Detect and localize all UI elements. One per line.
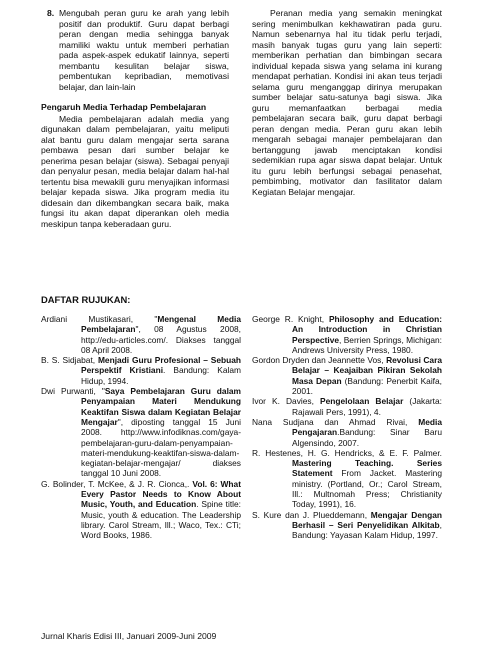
reference-author: Ivor K. Davies, [252,396,320,407]
reference-author: R. Hestenes, H. G. Hendricks, & E. F. Palmer. [252,447,442,458]
reference-entry [41,479,241,541]
reference-entry [41,386,241,479]
reference-author: Ardiani Mustikasari, " [41,314,158,324]
reference-entry [252,510,442,541]
reference-details: (Bandung: Penerbit Kaifa, 2001. [292,375,442,397]
reference-title: Mengajar Dengan Berhasil – Seri Penyelidikan Alkitab [292,509,442,530]
reference-author: S. Kure dan J. Plueddemann, [252,509,371,520]
reference-entry [41,314,241,355]
body-paragraph: Peranan media yang semakin meningkat sering menimbulkan kekhawatiran pada guru. Namun sebenarnya hal itu tidak perlu terjadi, masih banyak tugas guru yang lain seperti: memberikan perhatian dan bimbingan secara individual kepada siswa yang selama ini kurang mendapat perhatian. Kondisi ini akan teus terjadi selama guru menganggap dirinya merupakan sumber belajar satu-satunya bagi siswa. Jika guru memanfaatkan berbagai media pembelajaran secara baik, guru dapat berbagi peran dengan media. Peran guru akan lebih mengarah sebagai manajer pembelajaran dan bertanggung jawab menciptakan kondisi sedemikian rupa agar siswa dapat belajar. Untuk itu guru lebih berfungsi sebagai penasehat, pembimbing, motivator dan fasilitator dalam Kegiatan Belajar mengajar. [252,8,442,197]
reference-entry [252,448,442,510]
reference-title: Mengenal Media Pembelajaran [81,314,242,335]
reference-entry [252,314,442,355]
reference-author: Dwi Purwanti, " [41,386,105,397]
reference-title: Pengelolaan Belajar [320,396,404,407]
reference-author: Gordon Dryden dan Jeannette Vos, [252,355,387,366]
reference-title: Vol. 6: What Every Pastor Needs to Know About Music, Youth, and Education [81,478,241,510]
reference-title: Menjadi Guru Profesional – Sebuah Perspektif Kristiani [81,355,241,376]
list-item-text: Mengubah peran guru ke arah yang lebih positif dan produktif. Guru dapat berbagi peran dengan media sehingga banyak mamiliki waktu untuk memberi perhatian pada aspek-aspek edukatif lainnya, seperti membantu kesulitan belajar siswa, pembentukan kepribadian, memotivasi belajar, dan lain-lain [59,8,229,92]
reference-details: . Bandung: Kalam Hidup, 1994. [81,365,241,386]
right-column [252,8,442,197]
references-list-right [252,314,442,541]
reference-details: , Berrien Springs, Michigan: Andrews University Press, 1980. [292,334,442,355]
reference-details: , Bandung: Yayasan Kalam Hidup, 1997. [292,519,442,541]
section-subheading: Pengaruh Media Terhadap Pembelajaran [41,102,207,112]
reference-author: Nana Sudjana dan Ahmad Rivai, [252,416,419,427]
reference-title: Saya Pembelajaran Guru dalam Penyampaian Materi Mendukung Keaktifan Siswa dalam Kegiatan Belajar Mengajar [81,386,241,427]
page-footer: Jurnal Kharis Edisi III, Januari 2009-Juni 2009 [41,631,217,641]
body-paragraph: Media pembelajaran adalah media yang digunakan dalam pembelajaran, yaitu meliputi alat bantu guru dalam mengajar serta sarana pembawa pesan dari sumber belajar ke penerima pesan belajar (siswa). Sebagai penyaji dan penyalur pesan, media belajar dalam hal-hal tertentu bisa mewakili guru menyajikan informasi belajar kepada siswa. Jika program media itu didesain dan dikembangkan secara baik, maka fungsi itu akan dapat diperankan oleh media meskipun tanpa keberadaan guru. [41,113,229,229]
reference-author: G. Bolinder, T. McKee, & J. R. Cionca,. [41,478,193,489]
list-item-8 [41,8,229,92]
reference-title: Media Pengajaran [292,416,442,438]
reference-entry [41,355,241,386]
reference-title: Mastering Teaching. Series Statement [292,458,442,479]
references-title: DAFTAR RUJUKAN: [41,294,131,305]
reference-entry [252,355,442,396]
reference-details: .Bandung: Sinar Baru Algensindo, 2007. [292,427,442,448]
reference-entry [252,396,442,417]
reference-title: Philosophy and Education: An Introduction in Christian Perspective [292,314,442,345]
references-list-left [41,314,241,541]
reference-author: George R. Knight, [252,314,329,324]
reference-details: From Jacket. Mastering ministry. (Portland, Or.; Carol Stream, Ill.: Multnomah Press; Christianity Today, 1991), 16. [292,468,442,510]
reference-details: (Jakarta: Rajawali Pers, 1991), 4. [292,396,442,417]
list-item-number: 8. [47,8,55,18]
reference-author: B. S. Sidjabat, [41,355,98,366]
reference-details: . Spine title: Music, youth & education. The Leadership library. Carol Stream, Ill.; Waco, Tex.: CTi; Word Books, 1986. [81,499,241,541]
reference-details: ", 08 Agustus 2008, http://edu-articles.com/. Diakses tanggal 08 April 2008. [81,324,241,355]
reference-entry [252,417,442,448]
reference-details: ", diposting tanggal 15 Juni 2008. http://www.infodiknas.com/gaya-pembelajaran-guru-dalam-penyampaian-materi-mendukung-keaktifan-siswa-dalam-kegiatan-belajar-mengajar/ diakses tanggal 10 Juni 2008. [81,416,241,479]
left-column [41,8,229,229]
reference-title: Revolusi Cara Belajar – Keajaiban Pikiran Sekolah Masa Depan [292,355,443,386]
